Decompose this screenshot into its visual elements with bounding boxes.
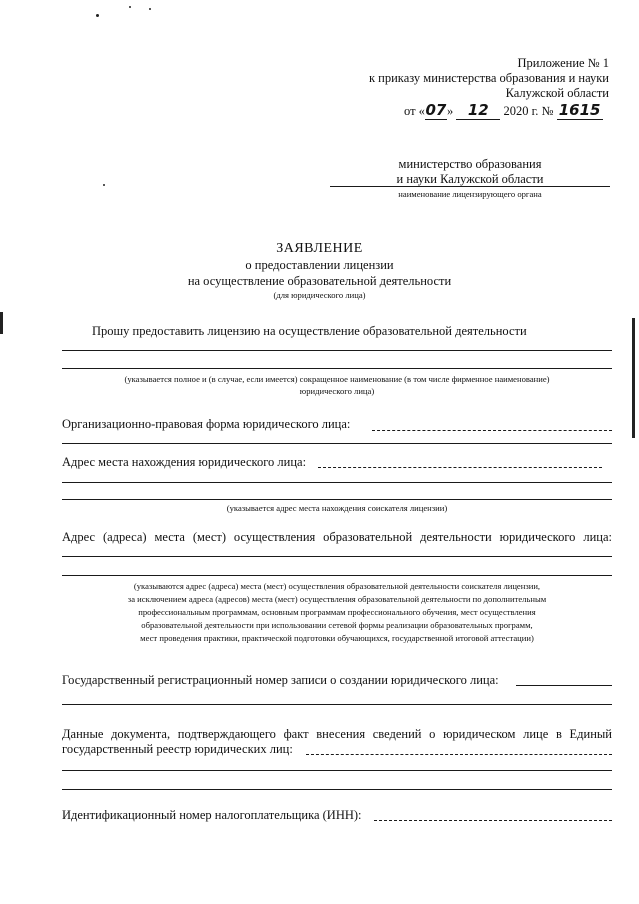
scan-speck bbox=[103, 184, 105, 186]
activity-caption-line: за исключением адреса (адресов) места (мест) осуществления образовательной деятельности по дополнительным bbox=[127, 594, 547, 604]
activity-address-label: Адрес (адреса) места (мест) осуществления образовательной деятельности юридического лица: bbox=[62, 530, 612, 544]
address-label: Адрес места нахождения юридического лица: bbox=[62, 455, 307, 469]
inn-field[interactable] bbox=[374, 820, 612, 821]
document-title: ЗАЯВЛЕНИЕ bbox=[276, 241, 363, 256]
organ-name-line2: и науки Калужской области bbox=[396, 172, 544, 186]
title-line3: на осуществление образовательной деятельности bbox=[187, 274, 452, 288]
activity-caption-line: мест проведения практики, практической подготовки обучающихся, государственной итоговой аттестации) bbox=[140, 633, 534, 643]
inn-label: Идентификационный номер налогоплательщика (ИНН): bbox=[62, 808, 362, 822]
region-name: Калужской области bbox=[505, 86, 609, 100]
scan-edge-mark bbox=[0, 312, 3, 334]
ogrn-field[interactable] bbox=[516, 685, 612, 686]
org-name-caption: юридического лица) bbox=[299, 386, 375, 396]
date-mid: » bbox=[446, 104, 454, 118]
appendix-title: Приложение № 1 bbox=[517, 56, 609, 70]
date-prefix: от « bbox=[404, 104, 425, 118]
ogrn-field-line[interactable] bbox=[62, 704, 612, 705]
order-number: 1615 bbox=[557, 101, 603, 120]
order-reference: к приказу министерства образования и науки bbox=[368, 71, 609, 85]
egrul-label-line2: государственный реестр юридических лиц: bbox=[62, 742, 293, 756]
scan-edge-mark bbox=[632, 318, 635, 438]
address-caption: (указывается адрес места нахождения соискателя лицензии) bbox=[226, 503, 448, 513]
org-name-field-line[interactable] bbox=[62, 368, 612, 369]
title-line2: о предоставлении лицензии bbox=[245, 258, 394, 272]
address-field-line[interactable] bbox=[62, 499, 612, 500]
ogrn-label: Государственный регистрационный номер записи о создании юридического лица: bbox=[62, 673, 499, 687]
activity-caption-line: образовательной деятельности при использовании сетевой формы реализации образовательных программ, bbox=[141, 620, 533, 630]
egrul-field-line[interactable] bbox=[62, 770, 612, 771]
date-day: 07 bbox=[425, 101, 447, 119]
date-year: 2020 г. № bbox=[503, 104, 554, 118]
scan-speck bbox=[96, 14, 99, 17]
request-text: Прошу предоставить лицензию на осуществление образовательной деятельности bbox=[92, 324, 527, 338]
egrul-label-line1: Данные документа, подтверждающего факт внесения сведений о юридическом лице в Единый bbox=[62, 727, 612, 741]
org-name-caption: (указывается полное и (в случае, если имеется) сокращенное наименование (в том числе фирменное наименование) bbox=[124, 374, 550, 384]
activity-address-field-line[interactable] bbox=[62, 575, 612, 576]
scan-speck bbox=[129, 6, 131, 8]
egrul-field[interactable] bbox=[306, 754, 612, 755]
legal-form-field-line[interactable] bbox=[62, 443, 612, 444]
order-date-line bbox=[404, 101, 603, 120]
legal-form-label: Организационно-правовая форма юридического лица: bbox=[62, 417, 351, 431]
scan-speck bbox=[149, 8, 151, 10]
legal-form-field[interactable] bbox=[372, 430, 612, 431]
organ-underline bbox=[330, 186, 610, 187]
address-field-line[interactable] bbox=[62, 482, 612, 483]
date-month: 12 bbox=[456, 101, 500, 120]
address-field[interactable] bbox=[318, 467, 602, 468]
title-note: (для юридического лица) bbox=[273, 290, 366, 300]
organ-caption: наименование лицензирующего органа bbox=[398, 189, 542, 199]
egrul-field-line[interactable] bbox=[62, 789, 612, 790]
activity-caption-line: (указываются адрес (адреса) места (мест) осуществления образовательной деятельности соискателя лицензии, bbox=[133, 581, 541, 591]
activity-address-field-line[interactable] bbox=[62, 556, 612, 557]
org-name-field-line[interactable] bbox=[62, 350, 612, 351]
activity-caption-line: профессиональным программам, основным программам профессионального обучения, мест осуществления bbox=[138, 607, 536, 617]
organ-name-line1: министерство образования bbox=[398, 157, 542, 171]
